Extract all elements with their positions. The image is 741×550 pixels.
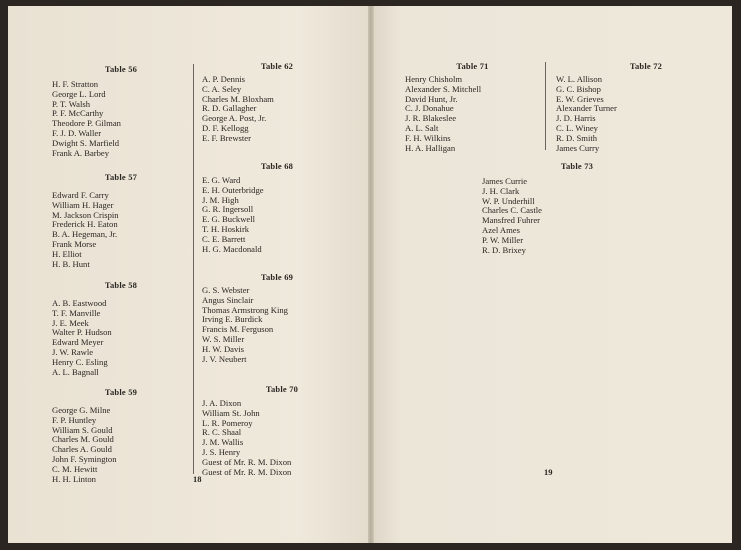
- table-title: Table 72: [629, 61, 663, 71]
- table-title: Table 59: [104, 387, 138, 397]
- guest-name: Henry C. Esling: [52, 356, 108, 367]
- page-number-left: 18: [193, 474, 202, 484]
- guest-list: [202, 399, 362, 477]
- guest-name: Charles C. Castle: [482, 205, 542, 216]
- guest-name: J. M. Wallis: [202, 437, 244, 448]
- guest-name: C. A. Seley: [202, 83, 242, 94]
- guest-name: B. A. Hegeman, Jr.: [52, 229, 118, 240]
- guest-name: A. L. Bagnall: [52, 366, 99, 377]
- guest-name: P. F. McCarthy: [52, 108, 104, 119]
- column-divider-left: [193, 64, 194, 474]
- guest-list: [482, 177, 622, 255]
- guest-name: Theodore P. Gilman: [52, 118, 121, 129]
- guest-name: F. H. Wilkins: [405, 132, 451, 143]
- guest-name: Frank A. Barbey: [52, 147, 110, 158]
- guest-list: [556, 75, 696, 153]
- guest-name: L. R. Pomeroy: [202, 417, 253, 428]
- guest-name: Charles A. Gould: [52, 444, 112, 455]
- table-56: [52, 64, 190, 158]
- table-72: [556, 61, 696, 153]
- guest-name: E. W. Grieves: [556, 93, 604, 104]
- guest-name: Frederick H. Eaton: [52, 219, 118, 230]
- guest-list: [202, 75, 352, 144]
- page-number-right: 19: [544, 467, 553, 477]
- guest-name: H. F. Stratton: [52, 79, 99, 89]
- table-title: Table 57: [104, 172, 138, 182]
- guest-name: E. G. Ward: [202, 175, 241, 185]
- column-divider-right: [545, 62, 546, 150]
- guest-name: H. A. Halligan: [405, 142, 456, 153]
- guest-name: Irving E. Burdick: [202, 314, 263, 325]
- guest-name: George G. Milne: [52, 405, 111, 415]
- guest-name: P. T. Walsh: [52, 98, 90, 109]
- guest-list: [202, 286, 352, 364]
- guest-list: [52, 299, 190, 377]
- guest-name: G. C. Bishop: [556, 83, 601, 94]
- guest-name: R. D. Gallagher: [202, 103, 257, 114]
- guest-name: William St. John: [202, 407, 260, 418]
- guest-name: W. S. Miller: [202, 333, 245, 344]
- guest-name: J. S. Henry: [202, 446, 241, 457]
- guest-list: [52, 80, 190, 158]
- guest-name: E. H. Outerbridge: [202, 184, 264, 195]
- table-58: [52, 280, 190, 377]
- book-spine: [368, 6, 374, 543]
- guest-name: Alexander S. Mitchell: [405, 83, 482, 94]
- guest-name: J. R. Blakeslee: [405, 113, 457, 124]
- guest-name: C. E. Barrett: [202, 233, 246, 244]
- guest-name: Guest of Mr. R. M. Dixon: [202, 456, 292, 467]
- guest-name: Azel Ames: [482, 224, 520, 235]
- guest-name: John F. Symington: [52, 453, 117, 464]
- table-title: Table 73: [560, 161, 594, 171]
- guest-name: Alexander Turner: [556, 103, 617, 114]
- guest-name: W. P. Underhill: [482, 195, 535, 206]
- table-title: Table 56: [104, 64, 138, 74]
- guest-name: T. F. Manville: [52, 307, 101, 318]
- guest-name: Edward Meyer: [52, 337, 104, 348]
- guest-name: Mansfred Fuhrer: [482, 215, 540, 226]
- table-69: [202, 272, 352, 364]
- guest-name: Edward F. Carry: [52, 190, 109, 200]
- table-70: [202, 384, 362, 477]
- guest-name: A. L. Salt: [405, 122, 439, 133]
- table-title: Table 62: [260, 61, 294, 71]
- guest-name: William H. Hager: [52, 199, 114, 210]
- table-57: [52, 172, 190, 269]
- table-title: Table 71: [456, 61, 489, 71]
- guest-list: [405, 75, 540, 153]
- guest-name: M. Jackson Crispin: [52, 209, 119, 220]
- guest-name: J. H. Clark: [482, 185, 520, 196]
- guest-name: J. W. Rawle: [52, 346, 94, 357]
- guest-name: J. V. Neubert: [202, 353, 247, 364]
- guest-name: T. H. Hoskirk: [202, 223, 250, 234]
- table-68: [202, 161, 352, 254]
- guest-name: J. A. Dixon: [202, 398, 242, 408]
- guest-name: W. L. Allison: [556, 74, 602, 84]
- guest-name: D. F. Kellogg: [202, 122, 249, 133]
- guest-name: Frank Morse: [52, 238, 97, 249]
- table-73: [482, 161, 622, 255]
- guest-name: R. D. Brixey: [482, 244, 526, 255]
- guest-name: J. E. Meek: [52, 317, 89, 328]
- guest-name: James Currie: [482, 176, 528, 186]
- guest-name: H. W. Davis: [202, 343, 245, 354]
- guest-name: E. F. Brewster: [202, 132, 251, 143]
- guest-name: P. W. Miller: [482, 234, 524, 245]
- guest-name: Charles M. Bloxham: [202, 93, 274, 104]
- guest-name: Francis M. Ferguson: [202, 324, 274, 335]
- guest-name: Dwight S. Marfield: [52, 137, 120, 148]
- guest-name: James Curry: [556, 142, 600, 153]
- guest-name: George L. Lord: [52, 88, 106, 99]
- guest-list: [52, 406, 190, 484]
- guest-name: E. G. Buckwell: [202, 214, 255, 225]
- guest-name: F. P. Huntley: [52, 414, 97, 425]
- guest-name: H. G. Macdonald: [202, 243, 262, 254]
- table-title: Table 68: [260, 161, 294, 171]
- table-62: [202, 61, 352, 144]
- guest-list: [202, 176, 352, 254]
- guest-name: H. Elliot: [52, 248, 82, 259]
- guest-name: Henry Chisholm: [405, 74, 463, 84]
- guest-name: A. B. Eastwood: [52, 298, 107, 308]
- guest-name: George A. Post, Jr.: [202, 113, 267, 124]
- guest-name: Angus Sinclair: [202, 294, 254, 305]
- guest-name: H. B. Hunt: [52, 258, 90, 269]
- guest-name: A. P. Dennis: [202, 74, 245, 84]
- guest-name: H. H. Linton: [52, 473, 96, 484]
- guest-name: C. J. Donahue: [405, 103, 454, 114]
- guest-name: C. L. Winey: [556, 122, 598, 133]
- guest-name: G. S. Webster: [202, 285, 250, 295]
- guest-name: G. R. Ingersoll: [202, 204, 254, 215]
- guest-list: [52, 191, 190, 269]
- guest-name: Charles M. Gould: [52, 434, 114, 445]
- guest-name: C. M. Hewitt: [52, 463, 98, 474]
- table-title: Table 69: [260, 272, 294, 282]
- table-59: [52, 387, 190, 484]
- guest-name: F. J. D. Waller: [52, 127, 102, 138]
- guest-name: Guest of Mr. R. M. Dixon: [202, 466, 292, 477]
- table-title: Table 58: [104, 280, 138, 290]
- table-title: Table 70: [265, 384, 299, 394]
- guest-name: Thomas Armstrong King: [202, 304, 288, 315]
- guest-name: David Hunt, Jr.: [405, 93, 458, 104]
- guest-name: R. C. Shaal: [202, 427, 242, 438]
- guest-name: J. M. High: [202, 194, 239, 205]
- table-71: [405, 61, 540, 153]
- guest-name: William S. Gould: [52, 424, 113, 435]
- guest-name: R. D. Smith: [556, 132, 598, 143]
- guest-name: Walter P. Hudson: [52, 327, 112, 338]
- guest-name: J. D. Harris: [556, 113, 596, 124]
